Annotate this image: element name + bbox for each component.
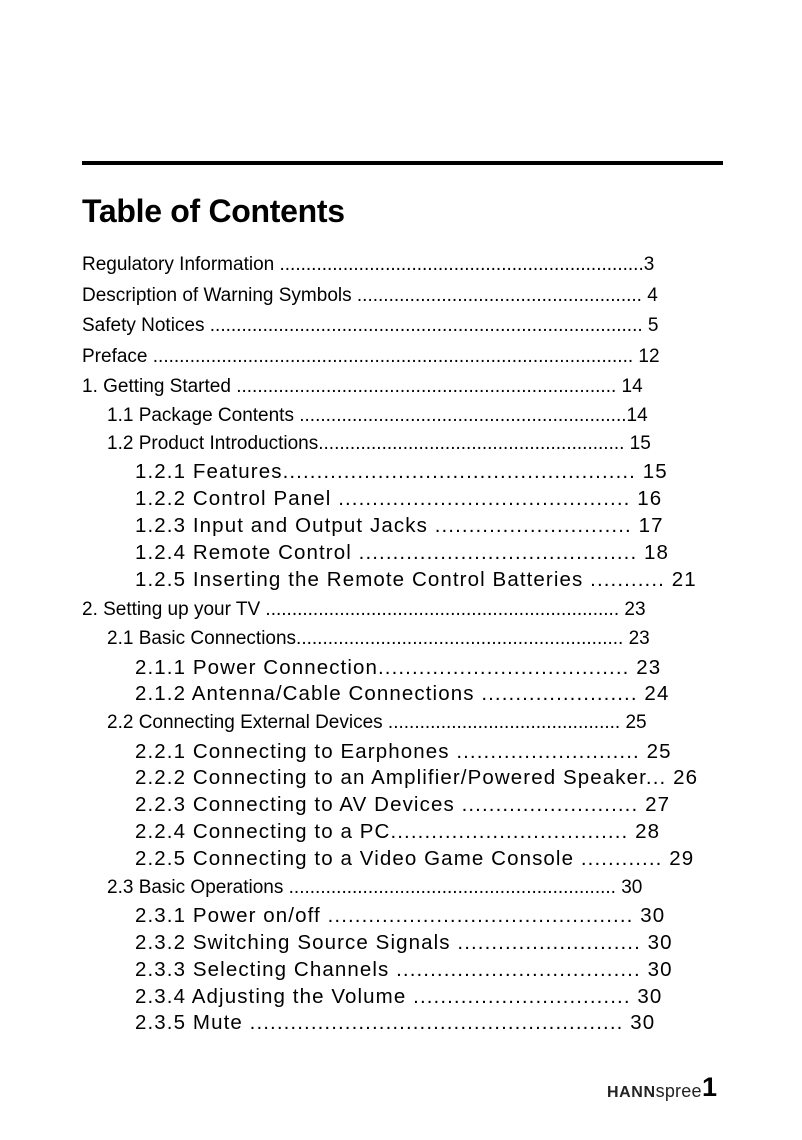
brand-logo-light: spree [655, 1081, 702, 1101]
header-rule [82, 161, 723, 165]
toc-entry[interactable]: 1.2.4 Remote Control ......................................... 18 [135, 543, 670, 564]
brand-logo-bold: HANN [607, 1084, 656, 1101]
toc-entry[interactable]: 2.1.2 Antenna/Cable Connections ....................... 24 [135, 684, 670, 705]
toc-entry[interactable]: 2.3.3 Selecting Channels .................................... 30 [135, 960, 673, 981]
page-title: Table of Contents [82, 193, 345, 229]
page-number: 1 [702, 1072, 718, 1102]
toc-entry[interactable]: 2.2.3 Connecting to AV Devices .......................... 27 [135, 795, 671, 816]
toc-entry[interactable]: 2. Setting up your TV ................................................................... 23 [82, 600, 646, 619]
toc-entry[interactable]: 2.2.1 Connecting to Earphones ........................... 25 [135, 742, 672, 763]
toc-entry[interactable]: 1.2.5 Inserting the Remote Control Batteries ........... 21 [135, 570, 697, 591]
toc-entry[interactable]: Description of Warning Symbols ...................................................... 4 [82, 286, 658, 305]
toc-entry[interactable]: 2.2.2 Connecting to an Amplifier/Powered Speaker... 26 [135, 768, 699, 789]
brand-logo [607, 1081, 702, 1102]
toc-entry[interactable]: 1.2.1 Features.................................................... 15 [135, 462, 668, 483]
toc-entry[interactable]: Safety Notices .................................................................................. 5 [82, 316, 659, 335]
toc-entry[interactable]: 2.3.5 Mute ....................................................... 30 [135, 1013, 656, 1034]
toc-entry[interactable]: 2.3.4 Adjusting the Volume ................................ 30 [135, 987, 663, 1008]
toc-entry[interactable]: 1.2 Product Introductions.......................................................... 15 [107, 434, 651, 453]
toc-entry[interactable]: 1. Getting Started ........................................................................ 14 [82, 377, 643, 396]
toc-entry[interactable]: 2.1 Basic Connections.............................................................. 23 [107, 629, 650, 648]
toc-entry[interactable]: 1.1 Package Contents ..............................................................14 [107, 406, 648, 425]
toc-entry[interactable]: 2.2.5 Connecting to a Video Game Console ............ 29 [135, 849, 695, 870]
toc-entry[interactable]: 1.2.2 Control Panel ........................................... 16 [135, 489, 663, 510]
toc-entry[interactable]: Preface ........................................................................................... 12 [82, 347, 660, 366]
toc-entry[interactable]: 2.2.4 Connecting to a PC................................... 28 [135, 822, 661, 843]
toc-entry[interactable]: 2.3.2 Switching Source Signals ........................... 30 [135, 933, 673, 954]
toc-entry[interactable]: 2.2 Connecting External Devices ............................................ 25 [107, 713, 647, 732]
toc-entry[interactable]: 2.1.1 Power Connection..................................... 23 [135, 658, 662, 679]
toc-entry[interactable]: Regulatory Information .....................................................................3 [82, 255, 655, 274]
toc-entry[interactable]: 1.2.3 Input and Output Jacks ............................. 17 [135, 516, 664, 537]
toc-entry[interactable]: 2.3 Basic Operations .............................................................. 30 [107, 878, 643, 897]
toc-entry[interactable]: 2.3.1 Power on/off ............................................. 30 [135, 906, 666, 927]
